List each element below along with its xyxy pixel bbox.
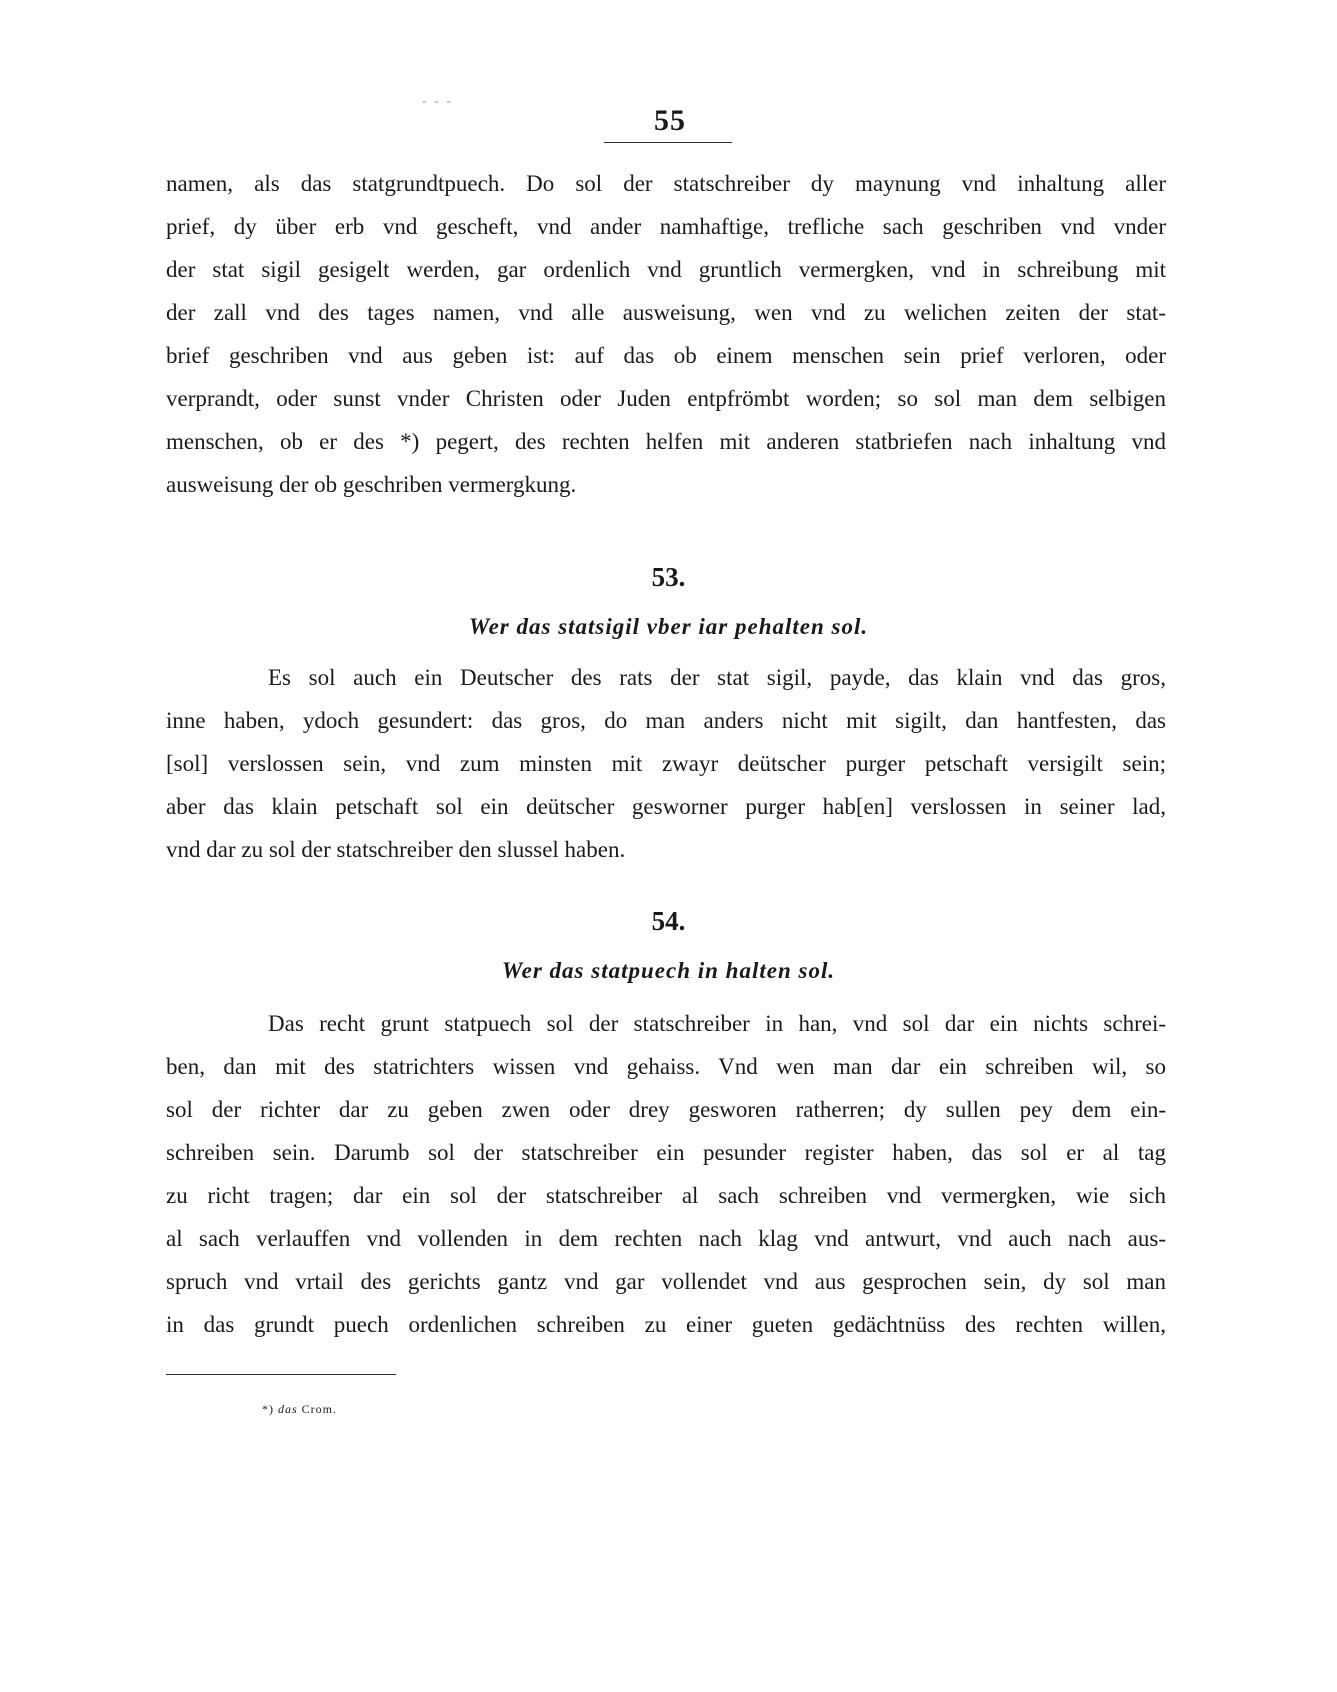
footnote-text: Crom. xyxy=(301,1402,338,1416)
text-line: aber das klain petschaft sol ein deütscher gesworner purger hab[en] verslossen in seiner lad, xyxy=(166,794,1166,819)
text-line: brief geschriben vnd aus geben ist: auf das ob einem menschen sein prief verloren, oder xyxy=(166,343,1166,368)
page-number: 55 xyxy=(654,104,686,137)
text-line: [sol] verslossen sein, vnd zum minsten mit zwayr deütscher purger petschaft versigilt sein; xyxy=(166,751,1166,776)
text-line: al sach verlauffen vnd vollenden in dem rechten nach klag vnd antwurt, vnd auch nach aus- xyxy=(166,1226,1166,1251)
text-line: prief, dy über erb vnd gescheft, vnd ander namhaftige, trefliche sach geschriben vnd vnder xyxy=(166,214,1166,239)
faint-mark: - - - xyxy=(422,94,453,109)
footnote-italic-text: das xyxy=(278,1402,298,1416)
text-line: namen, als das statgrundtpuech. Do sol der statschreiber dy maynung vnd inhaltung aller xyxy=(166,171,1166,196)
page-number-rule xyxy=(604,142,732,143)
text-line: vnd dar zu sol der statschreiber den slussel haben. xyxy=(166,837,626,862)
footnote xyxy=(262,1402,337,1417)
footnote-rule xyxy=(166,1374,396,1375)
section-title-53: Wer das statsigil vber iar pehalten sol. xyxy=(468,614,869,639)
section-number-53: 53. xyxy=(651,562,686,592)
section-number-54: 54. xyxy=(651,906,686,936)
text-line: der stat sigil gesigelt werden, gar ordenlich vnd gruntlich vermergken, vnd in schreibung mit xyxy=(166,257,1166,282)
text-line: Es sol auch ein Deutscher des rats der stat sigil, payde, das klain vnd das gros, xyxy=(268,665,1166,690)
continuation-paragraph xyxy=(166,162,1166,506)
text-line: ausweisung der ob geschriben vermergkung. xyxy=(166,472,577,497)
text-line: verprandt, oder sunst vnder Christen oder Juden entpfrömbt worden; so sol man dem selbigen xyxy=(166,386,1166,411)
text-line: spruch vnd vrtail des gerichts gantz vnd gar vollendet vnd aus gesprochen sein, dy sol man xyxy=(166,1269,1166,1294)
text-line: inne haben, ydoch gesundert: das gros, do man anders nicht mit sigilt, dan hantfesten, das xyxy=(166,708,1166,733)
text-line: der zall vnd des tages namen, vnd alle ausweisung, wen vnd zu welichen zeiten der stat- xyxy=(166,300,1166,325)
text-line: sol der richter dar zu geben zwen oder drey gesworen ratherren; dy sullen pey dem ein- xyxy=(166,1097,1166,1122)
section-title-54: Wer das statpuech in halten sol. xyxy=(501,958,836,983)
text-line: Das recht grunt statpuech sol der statschreiber in han, vnd sol dar ein nichts schrei- xyxy=(268,1011,1166,1036)
section-54-paragraph xyxy=(166,1002,1166,1346)
text-line: in das grundt puech ordenlichen schreiben zu einer gueten gedächtnüss des rechten willen, xyxy=(166,1312,1166,1337)
text-line: schreiben sein. Darumb sol der statschreiber ein pesunder register haben, das sol er al tag xyxy=(166,1140,1166,1165)
section-53-paragraph xyxy=(166,656,1166,871)
text-line: ben, dan mit des statrichters wissen vnd gehaiss. Vnd wen man dar ein schreiben wil, so xyxy=(166,1054,1166,1079)
footnote-marker: *) xyxy=(262,1402,274,1416)
text-line: zu richt tragen; dar ein sol der statschreiber al sach schreiben vnd vermergken, wie sich xyxy=(166,1183,1166,1208)
text-line: menschen, ob er des *) pegert, des rechten helfen mit anderen statbriefen nach inhaltung vnd xyxy=(166,429,1166,454)
